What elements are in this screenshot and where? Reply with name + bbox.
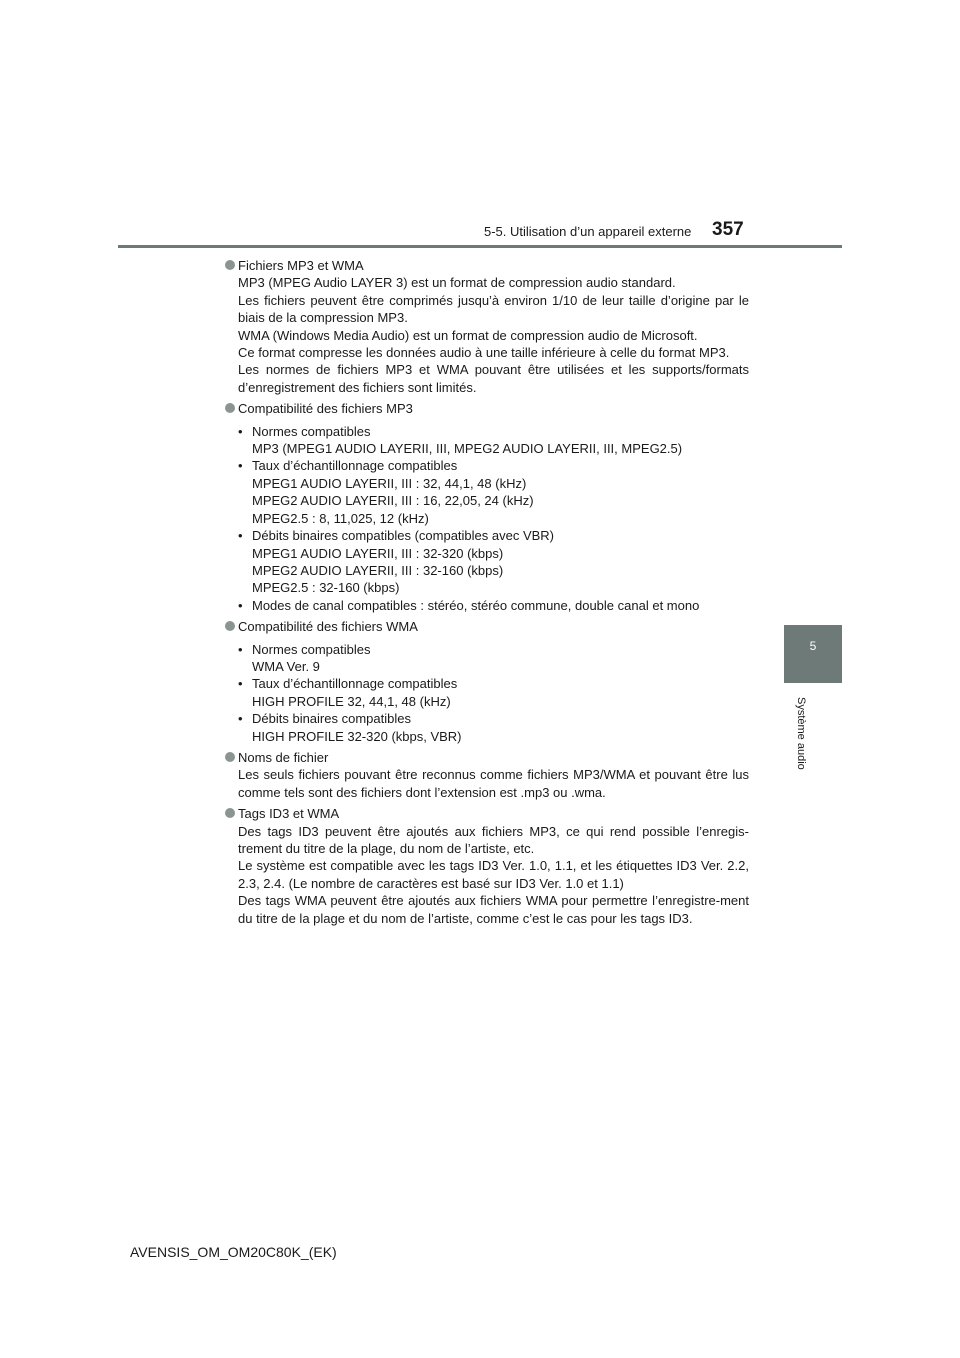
list-item xyxy=(238,710,749,745)
small-bullet-icon: • xyxy=(238,676,243,692)
list-item-value: MP3 (MPEG1 AUDIO LAYERII, III, MPEG2 AUDIO LAYERII, III, MPEG2.5) xyxy=(252,441,683,457)
main-content xyxy=(222,257,749,931)
small-bullet-icon: • xyxy=(238,423,243,439)
list-item-value: HIGH PROFILE 32-320 (kbps, VBR) xyxy=(252,728,462,744)
list-item-value: MPEG2 AUDIO LAYERII, III : 32-160 (kbps) xyxy=(252,562,504,578)
circle-bullet-icon xyxy=(225,260,235,270)
small-bullet-icon: • xyxy=(238,458,243,474)
section xyxy=(222,400,749,614)
section xyxy=(222,805,749,927)
circle-bullet-icon xyxy=(225,808,235,818)
list-item-value: MPEG2.5 : 32-160 (kbps) xyxy=(252,580,400,596)
list-item-value: HIGH PROFILE 32, 44,1, 48 (kHz) xyxy=(252,693,451,709)
section-title: Noms de fichier xyxy=(238,749,329,765)
chapter-tab-number: 5 xyxy=(809,639,817,653)
section-title: Compatibilité des fichiers WMA xyxy=(238,619,418,635)
paragraph: Les normes de fichiers MP3 et WMA pouvant être utilisées et les supports/formats d’enregistrement des fichiers sont limités. xyxy=(238,362,749,395)
section xyxy=(222,618,749,745)
list-item xyxy=(238,675,749,710)
small-bullet-icon: • xyxy=(238,528,243,544)
list-item-value: MPEG2 AUDIO LAYERII, III : 16, 22,05, 24 (kHz) xyxy=(252,493,534,509)
circle-bullet-icon xyxy=(225,403,235,413)
list-item xyxy=(238,527,749,597)
section xyxy=(222,257,749,396)
paragraph: Ce format compresse les données audio à une taille inférieure à celle du format MP3. xyxy=(238,345,730,361)
paragraph: Des tags ID3 peuvent être ajoutés aux fichiers MP3, ce qui rend possible l’enregis-trement du titre de la plage, du nom de l’artiste, etc. xyxy=(238,823,749,856)
list-item-label: Débits binaires compatibles xyxy=(252,711,411,727)
section-title: Fichiers MP3 et WMA xyxy=(238,258,364,273)
list-item-label: Normes compatibles xyxy=(252,423,371,439)
chapter-tab-label: Système audio xyxy=(795,697,807,770)
spec-list xyxy=(238,423,749,614)
small-bullet-icon: • xyxy=(238,641,243,657)
circle-bullet-icon xyxy=(225,752,235,762)
chapter-tab xyxy=(784,625,842,683)
list-item-label: Taux d’échantillonnage compatibles xyxy=(252,458,458,474)
header-rule xyxy=(118,245,842,248)
list-item-value: WMA Ver. 9 xyxy=(252,658,320,674)
paragraph: WMA (Windows Media Audio) est un format de compression audio de Microsoft. xyxy=(238,327,698,343)
paragraph: Des tags WMA peuvent être ajoutés aux fichiers WMA pour permettre l’enregistre-ment du titre de la plage et du nom de l’artiste, comme c’est le cas pour les tags ID3. xyxy=(238,893,749,926)
paragraph: Le système est compatible avec les tags ID3 Ver. 1.0, 1.1, et les étiquettes ID3 Ver. 2.2, 2.3, 2.4. (Le nombre de caractères est basé sur ID3 Ver. 1.0 et 1.1) xyxy=(238,858,749,891)
list-item xyxy=(238,597,749,614)
header-section-title: 5-5. Utilisation d’un appareil externe xyxy=(484,224,692,239)
section xyxy=(222,749,749,801)
list-item-value: MPEG2.5 : 8, 11,025, 12 (kHz) xyxy=(252,510,429,526)
circle-bullet-icon xyxy=(225,621,235,631)
list-item xyxy=(238,457,749,527)
list-item-value: MPEG1 AUDIO LAYERII, III : 32-320 (kbps) xyxy=(252,545,504,561)
list-item xyxy=(238,641,749,676)
spec-list xyxy=(238,641,749,745)
section-title: Compatibilité des fichiers MP3 xyxy=(238,401,413,417)
list-item-label: Normes compatibles xyxy=(252,641,371,657)
list-item-value: MPEG1 AUDIO LAYERII, III : 32, 44,1, 48 (kHz) xyxy=(252,475,527,491)
small-bullet-icon: • xyxy=(238,597,243,613)
list-item-label: Modes de canal compatibles : stéréo, stéréo commune, double canal et mono xyxy=(252,597,700,613)
list-item-label: Taux d’échantillonnage compatibles xyxy=(252,676,458,692)
paragraph: Les seuls fichiers pouvant être reconnus comme fichiers MP3/WMA et pouvant être lus comme tels sont des fichiers dont l’extension est .mp3 ou .wma. xyxy=(238,767,749,800)
footer-code: AVENSIS_OM_OM20C80K_(EK) xyxy=(130,1244,337,1260)
list-item-label: Débits binaires compatibles (compatibles avec VBR) xyxy=(252,528,555,544)
small-bullet-icon: • xyxy=(238,711,243,727)
paragraph: MP3 (MPEG Audio LAYER 3) est un format de compression audio standard. xyxy=(238,275,676,291)
section-title: Tags ID3 et WMA xyxy=(238,806,340,822)
page-number: 357 xyxy=(712,219,744,240)
paragraph: Les fichiers peuvent être comprimés jusqu’à environ 1/10 de leur taille d’origine par le biais de la compression MP3. xyxy=(238,292,749,326)
list-item xyxy=(238,423,749,458)
